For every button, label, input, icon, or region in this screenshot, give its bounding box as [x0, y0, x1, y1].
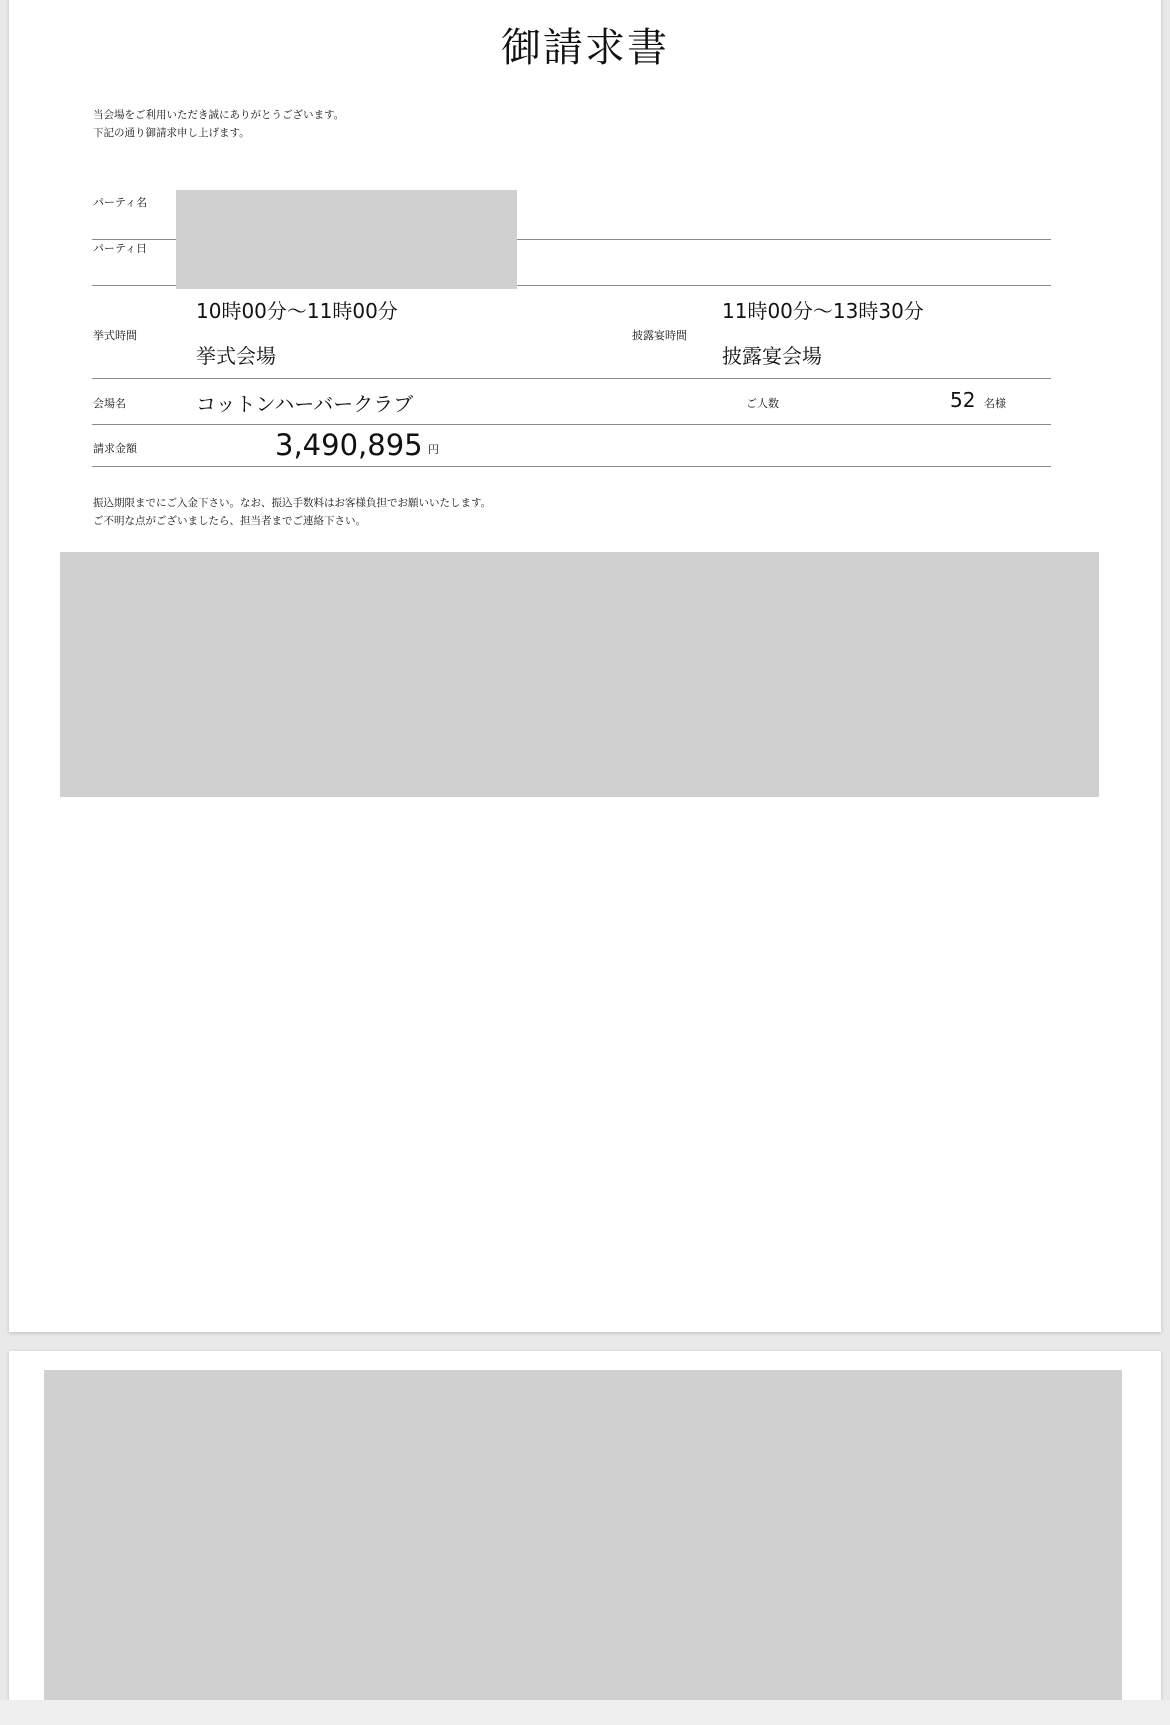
ceremony-time-value: 10時00分〜11時00分 [196, 299, 398, 323]
redacted-section [44, 1370, 1122, 1712]
reception-time-value: 11時00分〜13時30分 [722, 299, 924, 323]
intro-line-1: 当会場をご利用いただき誠にありがとうございます。 [93, 109, 345, 121]
amount-value: 3,490,895 [275, 428, 423, 462]
redacted-section [60, 552, 1099, 797]
ceremony-time-label: 挙式時間 [93, 329, 137, 342]
amount-label: 請求金額 [93, 442, 137, 455]
guest-count-label: ご人数 [746, 397, 779, 410]
reception-venue-value: 披露宴会場 [722, 344, 822, 368]
note-line-1: 振込期限までにご入金下さい。なお、振込手数料はお客様負担でお願いいたします。 [93, 497, 492, 509]
amount-unit: 円 [428, 443, 439, 456]
row-divider [92, 424, 1051, 425]
viewer-bottom-bar [0, 1700, 1170, 1725]
party-name-label: パーティ名 [93, 196, 148, 209]
invoice-page-2 [9, 1351, 1161, 1725]
redacted-party-info [176, 190, 517, 289]
guest-count-unit: 名様 [984, 397, 1006, 410]
row-divider [92, 378, 1051, 379]
venue-label: 会場名 [93, 397, 126, 410]
row-divider [92, 466, 1051, 467]
ceremony-venue-value: 挙式会場 [196, 344, 276, 368]
reception-time-label: 披露宴時間 [632, 329, 687, 342]
note-line-2: ご不明な点がございましたら、担当者までご連絡下さい。 [93, 515, 366, 527]
invoice-page-1 [9, 0, 1161, 1332]
guest-count-value: 52 [950, 388, 976, 412]
intro-line-2: 下記の通り御請求申し上げます。 [93, 127, 250, 139]
page-title: 御請求書 [501, 25, 669, 71]
venue-value: コットンハーバークラブ [196, 392, 414, 416]
party-date-label: パーティ日 [93, 242, 148, 255]
